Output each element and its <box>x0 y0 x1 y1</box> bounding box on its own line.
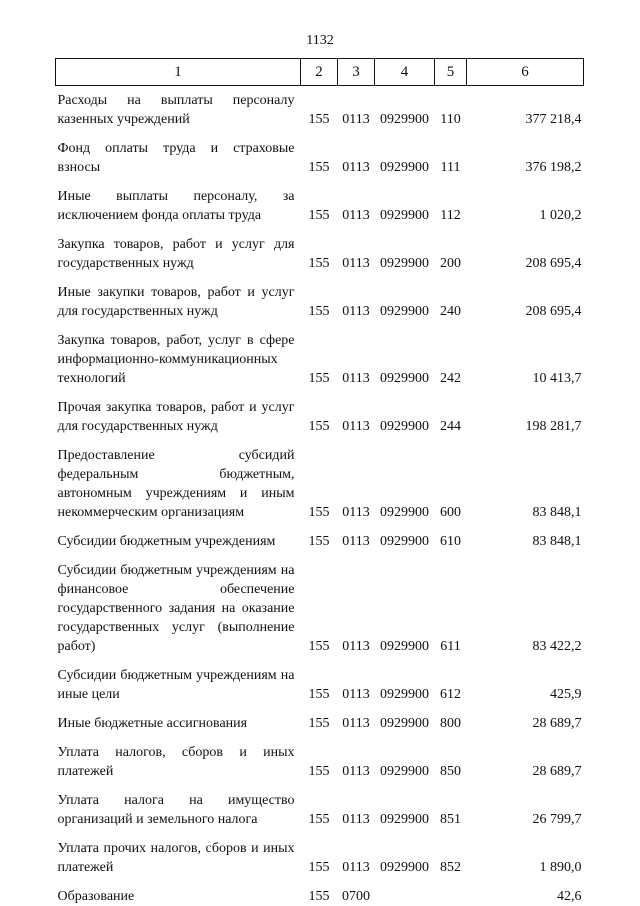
row-code-4: 0929900 <box>375 733 435 781</box>
row-code-4: 0929900 <box>375 781 435 829</box>
row-amount: 42,6 <box>467 877 584 906</box>
row-name: Уплата прочих налогов, сборов и иных платежей <box>56 829 301 877</box>
row-code-3: 0113 <box>338 177 375 225</box>
row-amount: 83 848,1 <box>467 522 584 551</box>
row-amount: 26 799,7 <box>467 781 584 829</box>
row-amount: 83 848,1 <box>467 436 584 522</box>
row-name: Прочая закупка товаров, работ и услуг для государственных нужд <box>56 388 301 436</box>
row-name: Субсидии бюджетным учреждениям на финансовое обеспечение государственного задания на оказание государственных услуг (выполнение работ) <box>56 551 301 656</box>
row-amount: 208 695,4 <box>467 273 584 321</box>
row-code-4: 0929900 <box>375 656 435 704</box>
row-code-4: 0929900 <box>375 704 435 733</box>
row-code-5 <box>435 877 467 906</box>
budget-table <box>55 58 584 906</box>
table-row <box>56 733 584 781</box>
row-code-5: 112 <box>435 177 467 225</box>
row-code-3: 0113 <box>338 436 375 522</box>
table-row <box>56 656 584 704</box>
table-body <box>56 86 584 906</box>
table-row <box>56 129 584 177</box>
row-name: Иные выплаты персоналу, за исключением фонда оплаты труда <box>56 177 301 225</box>
row-code-5: 110 <box>435 86 467 130</box>
row-name: Предоставление субсидий федеральным бюджетным, автономным учреждениям и иным некоммерческим организациям <box>56 436 301 522</box>
row-amount: 83 422,2 <box>467 551 584 656</box>
row-code-4: 0929900 <box>375 129 435 177</box>
row-amount: 208 695,4 <box>467 225 584 273</box>
row-name: Уплата налогов, сборов и иных платежей <box>56 733 301 781</box>
table-row <box>56 829 584 877</box>
row-name: Субсидии бюджетным учреждениям на иные цели <box>56 656 301 704</box>
row-code-2: 155 <box>301 177 338 225</box>
row-code-5: 850 <box>435 733 467 781</box>
row-code-5: 240 <box>435 273 467 321</box>
table-row <box>56 436 584 522</box>
row-code-2: 155 <box>301 436 338 522</box>
row-code-5: 800 <box>435 704 467 733</box>
table-row <box>56 877 584 906</box>
table-row <box>56 551 584 656</box>
table-row <box>56 388 584 436</box>
row-code-4: 0929900 <box>375 321 435 388</box>
row-code-2: 155 <box>301 877 338 906</box>
row-code-2: 155 <box>301 129 338 177</box>
column-header: 2 <box>301 59 338 86</box>
page-number: 1132 <box>0 33 640 49</box>
row-amount: 377 218,4 <box>467 86 584 130</box>
table-row <box>56 321 584 388</box>
row-code-5: 852 <box>435 829 467 877</box>
row-name: Фонд оплаты труда и страховые взносы <box>56 129 301 177</box>
row-amount: 10 413,7 <box>467 321 584 388</box>
row-code-3: 0113 <box>338 522 375 551</box>
row-amount: 425,9 <box>467 656 584 704</box>
row-name: Закупка товаров, работ, услуг в сфере информационно-коммуникационных технологий <box>56 321 301 388</box>
row-code-4: 0929900 <box>375 86 435 130</box>
column-header: 4 <box>375 59 435 86</box>
row-code-2: 155 <box>301 225 338 273</box>
column-header: 5 <box>435 59 467 86</box>
row-code-5: 611 <box>435 551 467 656</box>
table-row <box>56 781 584 829</box>
header-row <box>56 59 584 86</box>
table-row <box>56 86 584 130</box>
row-code-4: 0929900 <box>375 522 435 551</box>
row-name: Иные закупки товаров, работ и услуг для государственных нужд <box>56 273 301 321</box>
row-code-5: 851 <box>435 781 467 829</box>
row-code-5: 200 <box>435 225 467 273</box>
row-code-5: 244 <box>435 388 467 436</box>
row-code-2: 155 <box>301 704 338 733</box>
row-code-2: 155 <box>301 733 338 781</box>
row-code-4: 0929900 <box>375 829 435 877</box>
row-code-2: 155 <box>301 551 338 656</box>
row-code-3: 0113 <box>338 225 375 273</box>
row-name: Расходы на выплаты персоналу казенных учреждений <box>56 86 301 130</box>
row-code-3: 0113 <box>338 321 375 388</box>
row-code-4: 0929900 <box>375 551 435 656</box>
row-amount: 198 281,7 <box>467 388 584 436</box>
row-code-5: 242 <box>435 321 467 388</box>
row-code-5: 610 <box>435 522 467 551</box>
row-code-2: 155 <box>301 522 338 551</box>
row-code-3: 0113 <box>338 273 375 321</box>
table-row <box>56 522 584 551</box>
column-header: 1 <box>56 59 301 86</box>
row-code-3: 0113 <box>338 551 375 656</box>
row-code-2: 155 <box>301 86 338 130</box>
column-header: 3 <box>338 59 375 86</box>
row-amount: 28 689,7 <box>467 704 584 733</box>
row-code-4: 0929900 <box>375 177 435 225</box>
row-code-5: 600 <box>435 436 467 522</box>
row-name: Иные бюджетные ассигнования <box>56 704 301 733</box>
row-name: Образование <box>56 877 301 906</box>
table-row <box>56 225 584 273</box>
row-amount: 1 020,2 <box>467 177 584 225</box>
column-header: 6 <box>467 59 584 86</box>
row-code-2: 155 <box>301 273 338 321</box>
row-code-3: 0113 <box>338 656 375 704</box>
row-code-2: 155 <box>301 829 338 877</box>
row-code-2: 155 <box>301 321 338 388</box>
row-code-3: 0113 <box>338 733 375 781</box>
row-amount: 28 689,7 <box>467 733 584 781</box>
row-name: Закупка товаров, работ и услуг для государственных нужд <box>56 225 301 273</box>
row-code-4 <box>375 877 435 906</box>
row-name: Субсидии бюджетным учреждениям <box>56 522 301 551</box>
row-code-3: 0113 <box>338 829 375 877</box>
row-code-4: 0929900 <box>375 388 435 436</box>
row-code-3: 0113 <box>338 129 375 177</box>
row-code-5: 111 <box>435 129 467 177</box>
table-row <box>56 177 584 225</box>
row-amount: 376 198,2 <box>467 129 584 177</box>
row-code-2: 155 <box>301 781 338 829</box>
row-name: Уплата налога на имущество организаций и земельного налога <box>56 781 301 829</box>
table-row <box>56 704 584 733</box>
row-code-2: 155 <box>301 656 338 704</box>
table-row <box>56 273 584 321</box>
row-code-3: 0700 <box>338 877 375 906</box>
row-amount: 1 890,0 <box>467 829 584 877</box>
row-code-4: 0929900 <box>375 436 435 522</box>
row-code-4: 0929900 <box>375 273 435 321</box>
row-code-2: 155 <box>301 388 338 436</box>
row-code-5: 612 <box>435 656 467 704</box>
table-header <box>56 59 584 86</box>
row-code-3: 0113 <box>338 86 375 130</box>
row-code-3: 0113 <box>338 704 375 733</box>
row-code-3: 0113 <box>338 388 375 436</box>
row-code-4: 0929900 <box>375 225 435 273</box>
row-code-3: 0113 <box>338 781 375 829</box>
